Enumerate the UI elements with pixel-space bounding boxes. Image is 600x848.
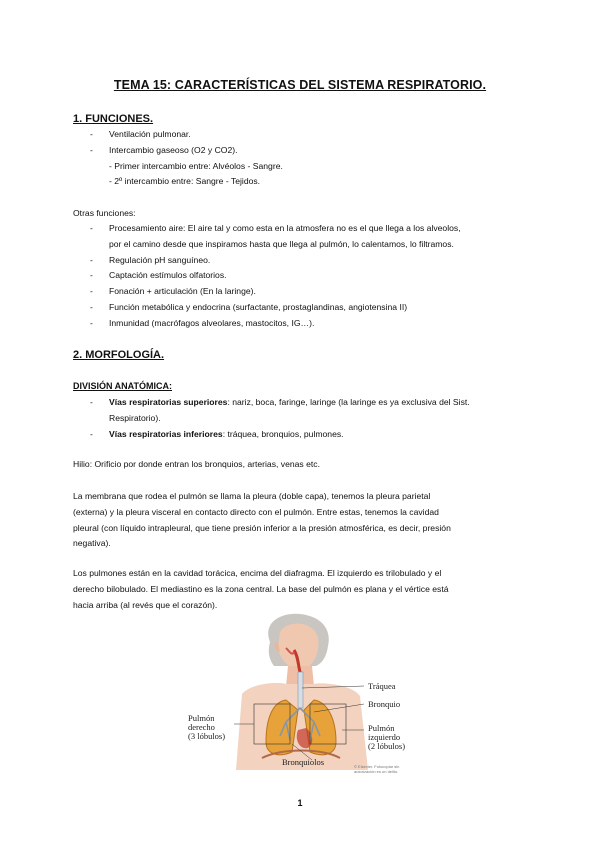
text-line: derecho bilobulado. El mediastino es la zona central. La base del pulmón es plana y el vértice está <box>73 583 449 594</box>
text-line: negativa). <box>73 538 111 549</box>
list-item-continuation: por el camino desde que inspiramos hasta que llega al pulmón, lo calentamos, lo filtramos. <box>109 238 454 249</box>
list-subitem: - 2º intercambio entre: Sangre - Tejidos. <box>109 176 261 187</box>
text-line: La membrana que rodea el pulmón se llama la pleura (doble capa), tenemos la pleura parietal <box>73 491 431 501</box>
label-line: Pulmón <box>368 723 395 733</box>
list-item: - Captación estímulos olfatorios. <box>90 268 535 284</box>
funciones-list <box>90 127 535 190</box>
hilio-paragraph: Hilio: Orificio por donde entran los bronquios, arterias, venas etc. <box>73 459 320 469</box>
page-number: 1 <box>297 798 303 808</box>
vias-inferiores-label: Vías respiratorias inferiores <box>109 428 223 439</box>
division-anatomica-heading: DIVISIÓN ANATÓMICA: <box>73 381 172 391</box>
label-line: (3 lóbulos) <box>188 731 226 741</box>
label-traquea: Tráquea <box>368 681 396 691</box>
label-line: izquierdo <box>368 732 401 742</box>
label-line: derecho <box>188 722 215 732</box>
text-line: pleural (con líquido intrapleural, que tiene presión inferior a la presión atmosférica, es decir, presión <box>73 522 451 533</box>
pulmones-paragraph <box>73 566 533 613</box>
list-item: - Inmunidad (macrófagos alveolares, mastocitos, IG…). <box>90 316 535 332</box>
otras-funciones-label: Otras funciones: <box>73 208 136 218</box>
text-line: Los pulmones están en la cavidad torácica, encima del diafragma. El izquierdo es trilobulado y el <box>73 568 442 578</box>
vias-superiores-label: Vías respiratorias superiores <box>109 397 228 407</box>
text-line: (externa) y la pleura visceral en contacto directo con el pulmón. Entre estas, tenemos la cavidad <box>73 506 439 517</box>
label-pulmon-derecho <box>188 714 225 741</box>
label-line: Pulmón <box>188 713 215 723</box>
text-line: hacia arriba (al revés que el corazón). <box>73 599 218 610</box>
list-item: - Función metabólica y endocrina (surfactante, prostaglandinas, angiotensina II) <box>90 300 535 316</box>
section-heading-funciones: 1. FUNCIONES. <box>73 113 154 125</box>
section-heading-morfologia: 2. MORFOLOGÍA. <box>73 349 165 361</box>
list-item <box>90 395 535 411</box>
list-item: - Ventilación pulmonar. <box>90 127 535 143</box>
page-title: TEMA 15: CARACTERÍSTICAS DEL SISTEMA RESPIRATORIO. <box>113 78 487 92</box>
list-subitem: - Primer intercambio entre: Alvéolos - Sangre. <box>109 160 283 171</box>
label-bronquio: Bronquio <box>368 699 401 709</box>
label-line: (2 lóbulos) <box>368 741 406 751</box>
respiratory-system-figure <box>182 612 422 774</box>
list-item: - Regulación pH sanguíneo. <box>90 253 535 269</box>
figure-credit: © Elsevier. Fotocopiar sin autorización es un delito. <box>354 764 400 774</box>
list-item: - Fonación + articulación (En la laringe). <box>90 284 535 300</box>
pleura-paragraph <box>73 489 533 552</box>
vias-inferiores-text: : tráquea, bronquios, pulmones. <box>222 428 344 439</box>
list-item: - Intercambio gaseoso (O2 y CO2). <box>90 143 535 159</box>
list-item: - Procesamiento aire: El aire tal y como esta en la atmosfera no es el que llega a los alveolos, <box>90 221 535 237</box>
otras-funciones-list <box>90 221 535 332</box>
list-item <box>90 427 535 443</box>
label-pulmon-izquierdo <box>368 724 405 751</box>
vias-superiores-text: : nariz, boca, faringe, laringe (la laringe es ya exclusiva del Sist. <box>227 397 470 407</box>
division-list <box>90 395 535 442</box>
label-bronquiolos: Bronquiolos <box>282 757 325 767</box>
list-item-continuation: Respiratorio). <box>109 412 161 423</box>
